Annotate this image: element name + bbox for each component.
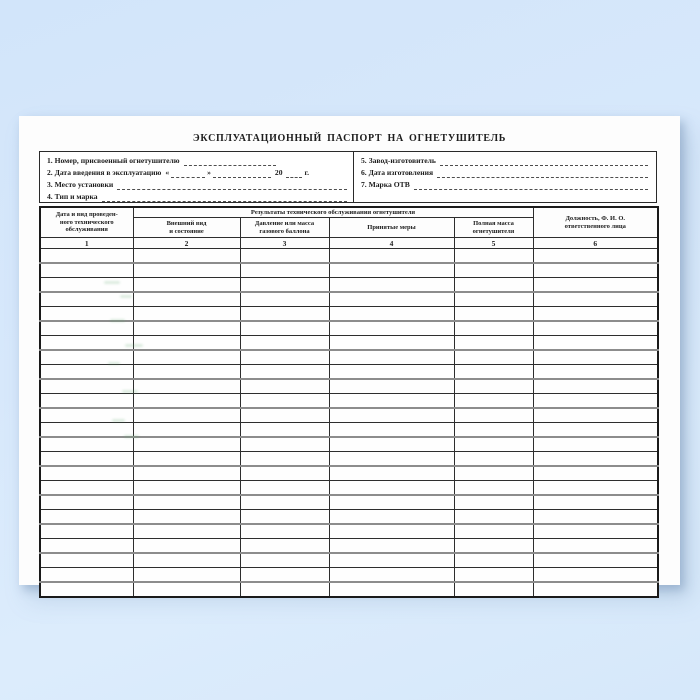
- empty-cell: [533, 394, 658, 409]
- empty-cell: [533, 263, 658, 278]
- empty-cell: [133, 263, 240, 278]
- empty-cell: [40, 495, 133, 510]
- empty-cell: [40, 437, 133, 452]
- table-row: [40, 321, 658, 336]
- empty-cell: [454, 379, 533, 394]
- empty-cell: [133, 423, 240, 438]
- empty-cell: [533, 510, 658, 525]
- table-row: [40, 336, 658, 351]
- field-commissioning-date: [47, 166, 347, 178]
- empty-cell: [240, 452, 329, 467]
- field-extinguisher-number: [47, 154, 347, 166]
- empty-cell: [533, 278, 658, 293]
- scan-artifact: [108, 362, 120, 365]
- empty-cell: [329, 452, 454, 467]
- empty-cell: [454, 263, 533, 278]
- empty-cell: [133, 437, 240, 452]
- empty-cell: [133, 394, 240, 409]
- empty-cell: [533, 539, 658, 554]
- empty-cell: [454, 452, 533, 467]
- empty-cell: [240, 408, 329, 423]
- empty-cell: [240, 553, 329, 568]
- empty-cell: [533, 582, 658, 597]
- column-number: 5: [454, 238, 533, 249]
- table-row: [40, 539, 658, 554]
- empty-cell: [454, 481, 533, 496]
- empty-cell: [329, 539, 454, 554]
- empty-cell: [454, 408, 533, 423]
- empty-cell: [454, 336, 533, 351]
- table-row: [40, 292, 658, 307]
- empty-cell: [329, 495, 454, 510]
- empty-cell: [329, 481, 454, 496]
- info-box-right-column: [353, 152, 656, 202]
- field-label: 7. Марка ОТВ: [361, 180, 410, 189]
- empty-cell: [40, 249, 133, 264]
- empty-cell: [240, 292, 329, 307]
- empty-cell: [329, 553, 454, 568]
- empty-cell: [329, 437, 454, 452]
- empty-cell: [240, 481, 329, 496]
- empty-cell: [40, 423, 133, 438]
- empty-cell: [329, 350, 454, 365]
- empty-cell: [329, 394, 454, 409]
- table-row: [40, 481, 658, 496]
- column-number: 4: [329, 238, 454, 249]
- empty-cell: [40, 466, 133, 481]
- empty-cell: [133, 510, 240, 525]
- empty-cell: [133, 495, 240, 510]
- empty-cell: [533, 379, 658, 394]
- empty-cell: [329, 292, 454, 307]
- empty-cell: [240, 539, 329, 554]
- column-number: 6: [533, 238, 658, 249]
- empty-cell: [454, 365, 533, 380]
- fill-in-blank: [213, 169, 271, 178]
- empty-cell: [533, 437, 658, 452]
- empty-cell: [240, 365, 329, 380]
- empty-cell: [40, 539, 133, 554]
- table-row: [40, 553, 658, 568]
- empty-cell: [240, 582, 329, 597]
- empty-cell: [133, 582, 240, 597]
- empty-cell: [533, 350, 658, 365]
- empty-cell: [533, 481, 658, 496]
- scan-artifact: [120, 295, 132, 298]
- empty-cell: [454, 321, 533, 336]
- document-page: [19, 116, 680, 585]
- empty-cell: [454, 466, 533, 481]
- fill-in-blank: [440, 157, 648, 166]
- table-row: [40, 495, 658, 510]
- empty-cell: [133, 539, 240, 554]
- empty-cell: [240, 249, 329, 264]
- empty-cell: [40, 336, 133, 351]
- table-row: [40, 568, 658, 583]
- empty-cell: [133, 524, 240, 539]
- empty-cell: [329, 321, 454, 336]
- column-number: 3: [240, 238, 329, 249]
- column-number-row: [40, 238, 658, 249]
- header-responsible-person: Должность, Ф. И. О. ответственного лица: [533, 207, 658, 238]
- field-installation-place: [47, 178, 347, 190]
- empty-cell: [133, 249, 240, 264]
- empty-cell: [40, 553, 133, 568]
- empty-cell: [329, 307, 454, 322]
- empty-cell: [533, 365, 658, 380]
- empty-cell: [40, 568, 133, 583]
- empty-cell: [454, 553, 533, 568]
- open-quote: «: [165, 168, 170, 177]
- empty-cell: [133, 336, 240, 351]
- empty-cell: [533, 408, 658, 423]
- empty-cell: [133, 278, 240, 293]
- empty-cell: [329, 568, 454, 583]
- empty-cell: [40, 263, 133, 278]
- empty-cell: [40, 481, 133, 496]
- empty-cell: [40, 510, 133, 525]
- empty-cell: [533, 423, 658, 438]
- table-row: [40, 466, 658, 481]
- empty-cell: [133, 568, 240, 583]
- column-number: 2: [133, 238, 240, 249]
- empty-cell: [40, 292, 133, 307]
- fill-in-blank: [184, 157, 276, 166]
- table-row: [40, 452, 658, 467]
- empty-cell: [454, 307, 533, 322]
- empty-cell: [133, 350, 240, 365]
- empty-cell: [240, 437, 329, 452]
- scan-artifact: [124, 435, 139, 438]
- scan-artifact: [122, 390, 138, 393]
- table-row: [40, 307, 658, 322]
- field-type-and-brand: [47, 190, 347, 202]
- empty-cell: [240, 524, 329, 539]
- year-suffix: г.: [304, 168, 310, 177]
- empty-cell: [329, 466, 454, 481]
- empty-cell: [133, 307, 240, 322]
- empty-cell: [133, 292, 240, 307]
- empty-cell: [533, 307, 658, 322]
- empty-cell: [240, 394, 329, 409]
- empty-cell: [533, 568, 658, 583]
- empty-cell: [240, 278, 329, 293]
- empty-cell: [40, 524, 133, 539]
- empty-cell: [454, 437, 533, 452]
- field-manufacturer: [361, 154, 648, 166]
- empty-cell: [133, 553, 240, 568]
- document-title: ЭКСПЛУАТАЦИОННЫЙ ПАСПОРТ НА ОГНЕТУШИТЕЛЬ: [192, 133, 507, 144]
- table-row: [40, 408, 658, 423]
- info-box-left-column: [40, 152, 353, 202]
- empty-cell: [329, 408, 454, 423]
- empty-cell: [240, 321, 329, 336]
- empty-cell: [240, 495, 329, 510]
- field-label: 6. Дата изготовления: [361, 168, 434, 177]
- field-label: 2. Дата введения в эксплуатацию: [47, 168, 162, 177]
- table-row: [40, 249, 658, 264]
- empty-cell: [454, 524, 533, 539]
- empty-cell: [454, 568, 533, 583]
- fill-in-blank: [102, 193, 347, 202]
- table-row: [40, 394, 658, 409]
- fill-in-blank: [171, 169, 205, 178]
- header-measures-taken: Принятые меры: [329, 218, 454, 238]
- empty-cell: [240, 350, 329, 365]
- empty-cell: [133, 321, 240, 336]
- table-row: [40, 582, 658, 597]
- header-pressure-or-mass: Давление или масса газового баллона: [240, 218, 329, 238]
- empty-cell: [240, 379, 329, 394]
- table-row: [40, 350, 658, 365]
- empty-cell: [454, 495, 533, 510]
- empty-cell: [454, 249, 533, 264]
- header-date-and-type: Дата и вид проведен- ного технического обслуживания: [40, 207, 133, 238]
- passport-info-box: [39, 151, 657, 203]
- empty-cell: [329, 263, 454, 278]
- field-label: 5. Завод-изготовитель: [361, 156, 436, 165]
- empty-cell: [40, 365, 133, 380]
- empty-cell: [40, 278, 133, 293]
- field-label: 4. Тип и марка: [47, 192, 98, 201]
- empty-cell: [533, 249, 658, 264]
- empty-cell: [40, 394, 133, 409]
- empty-cell: [133, 365, 240, 380]
- empty-cell: [240, 568, 329, 583]
- scan-artifact: [110, 319, 125, 322]
- maintenance-table: [39, 206, 659, 598]
- empty-cell: [454, 292, 533, 307]
- empty-cell: [240, 423, 329, 438]
- fill-in-blank: [117, 181, 347, 190]
- empty-cell: [329, 379, 454, 394]
- fill-in-blank: [286, 169, 302, 178]
- empty-cell: [454, 394, 533, 409]
- column-number: 1: [40, 238, 133, 249]
- empty-cell: [133, 481, 240, 496]
- scan-artifact: [112, 419, 125, 422]
- header-total-mass: Полная масса огнетушителя: [454, 218, 533, 238]
- field-manufacture-date: [361, 166, 648, 178]
- empty-cell: [240, 510, 329, 525]
- empty-cell: [454, 539, 533, 554]
- empty-cell: [454, 582, 533, 597]
- empty-cell: [329, 510, 454, 525]
- empty-cell: [240, 307, 329, 322]
- empty-cell: [329, 524, 454, 539]
- empty-cell: [240, 263, 329, 278]
- empty-cell: [133, 379, 240, 394]
- empty-cell: [533, 321, 658, 336]
- table-row: [40, 510, 658, 525]
- table-row: [40, 524, 658, 539]
- empty-cell: [40, 582, 133, 597]
- empty-cell: [240, 336, 329, 351]
- scan-artifact: [125, 344, 143, 347]
- table-row: [40, 278, 658, 293]
- field-agent-brand: [361, 178, 648, 190]
- maintenance-table-body: [40, 249, 658, 598]
- empty-cell: [454, 278, 533, 293]
- empty-cell: [133, 452, 240, 467]
- empty-cell: [329, 336, 454, 351]
- empty-cell: [133, 408, 240, 423]
- empty-cell: [533, 495, 658, 510]
- empty-cell: [533, 336, 658, 351]
- empty-cell: [329, 423, 454, 438]
- empty-cell: [40, 321, 133, 336]
- empty-cell: [454, 423, 533, 438]
- close-quote: »: [207, 168, 211, 177]
- empty-cell: [40, 379, 133, 394]
- empty-cell: [533, 292, 658, 307]
- header-results-group: Результаты технического обслуживания огнетушителя: [133, 207, 533, 218]
- table-row: [40, 263, 658, 278]
- empty-cell: [329, 582, 454, 597]
- empty-cell: [329, 278, 454, 293]
- empty-cell: [240, 466, 329, 481]
- empty-cell: [454, 350, 533, 365]
- empty-cell: [533, 466, 658, 481]
- table-row: [40, 365, 658, 380]
- empty-cell: [533, 524, 658, 539]
- century-prefix: 20: [274, 168, 283, 177]
- field-label: 3. Место установки: [47, 180, 114, 189]
- empty-cell: [454, 510, 533, 525]
- table-row: [40, 437, 658, 452]
- header-appearance-condition: Внешний вид и состояние: [133, 218, 240, 238]
- field-label: 1. Номер, присвоенный огнетушителю: [47, 156, 180, 165]
- empty-cell: [329, 365, 454, 380]
- empty-cell: [40, 452, 133, 467]
- empty-cell: [533, 553, 658, 568]
- empty-cell: [133, 466, 240, 481]
- fill-in-blank: [414, 181, 648, 190]
- maintenance-table-header: [40, 207, 658, 249]
- empty-cell: [329, 249, 454, 264]
- scan-artifact: [104, 281, 120, 284]
- empty-cell: [533, 452, 658, 467]
- fill-in-blank: [437, 169, 648, 178]
